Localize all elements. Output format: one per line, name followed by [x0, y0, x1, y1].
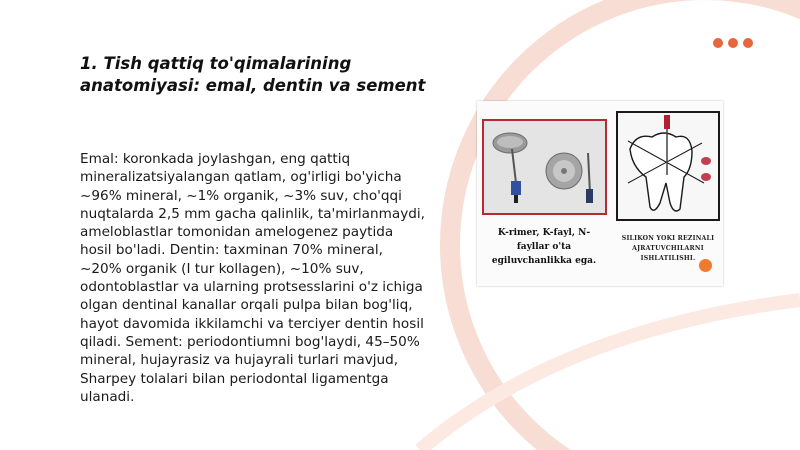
slide-body-text: Emal: koronkada joylashgan, eng qattiq mineralizatsiyalangan qatlam, og'irligi bo'yicha ~96% mineral, ~1% organik, ~3% suv, cho'qqi nuqtalarda 2,5 mm gacha qalinlik, ta'mirlanmaydi, ameloblastlar tomonidan amelogenez paytida hosil bo'ladi. Dentin: taxminan 70% mineral, ~20% organik (I tur kollagen), ~10% suv, odontoblastlar va ularning protsesslarini o'z ichiga olgan dentinal kanallar orqali pulpa bilan bog'liq, hayot davomida ikkilamchi va terciyer dentin hosil qiladi. Sement: periodontiumni bog'laydi, 45–50% mineral, hujayrasiz va hujayrali turlari mavjud, Sharpey tolalari bilan periodontal ligamentga ulanadi.: [80, 151, 425, 405]
orange-circle-icon: [699, 259, 712, 272]
slide-title: 1. Tish qattiq to'qimalarining anatomiyasi: emal, dentin va sement: [80, 54, 426, 95]
tooth-diagram: [618, 113, 718, 219]
files-illustration: [484, 121, 605, 213]
endodontic-files-photo: [482, 119, 607, 215]
tooth-dam-illustration: [616, 111, 720, 221]
dot-1: [713, 38, 723, 48]
caption-dam: SILIKON YOKI REZINALI AJRATUVCHILARNI ISHLATILISHI.: [621, 235, 715, 262]
dot-2: [728, 38, 738, 48]
menu-dots-icon: [713, 38, 753, 48]
dental-instruments-figure: [477, 101, 723, 286]
caption-files: K-rimer, K-fayl, N-fayllar o'ta egiluvchanlikka ega.: [491, 228, 597, 266]
dot-3: [743, 38, 753, 48]
